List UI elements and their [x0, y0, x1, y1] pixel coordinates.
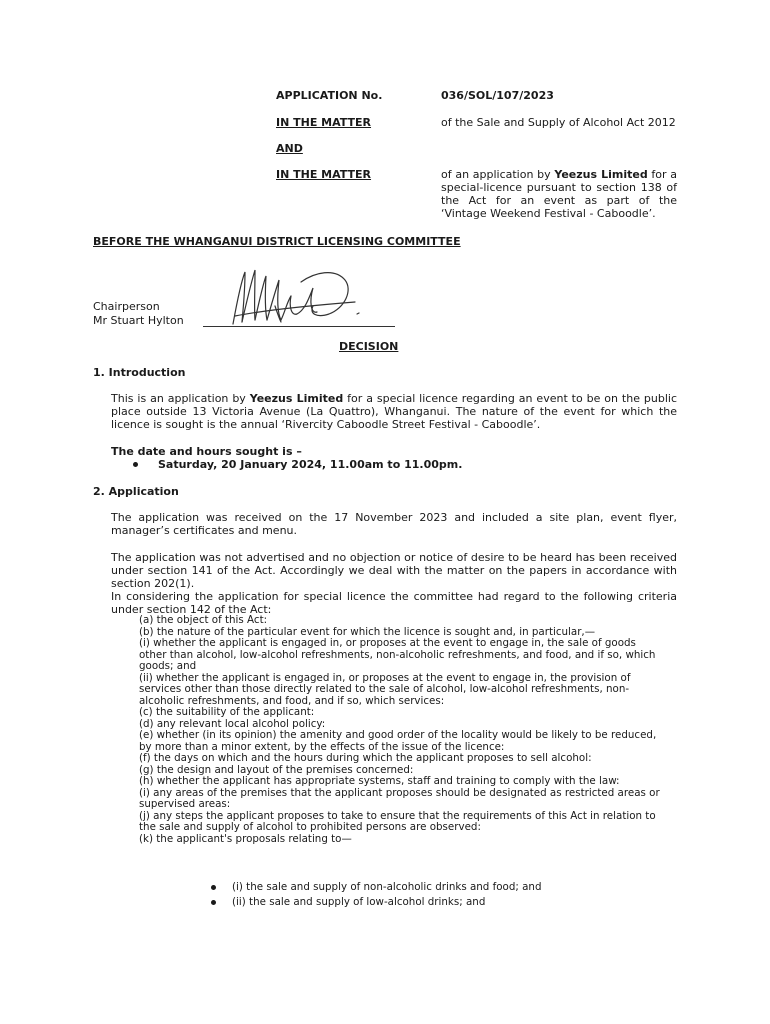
bullet-icon: [133, 462, 138, 467]
criteria-line: services other than those directly related to the sale of alcohol, low-alcohol refreshments, non-: [139, 683, 630, 695]
chair-role: Chairperson: [93, 300, 160, 313]
sub-bullet-text: (i) the sale and supply of non-alcoholic drinks and food; and: [232, 881, 542, 893]
criteria-line: (ii) whether the applicant is engaged in, or proposes at the event to engage in, the provision of: [139, 671, 631, 684]
matter-text-2: [441, 168, 677, 220]
application-number: 036/SOL/107/2023: [441, 89, 554, 102]
signature-image: [205, 262, 385, 332]
matter-label-2: IN THE MATTER: [276, 168, 372, 181]
committee-heading: BEFORE THE WHANGANUI DISTRICT LICENSING COMMITTEE: [93, 235, 461, 248]
bullet-icon: [211, 885, 216, 890]
criteria-line: (h) whether the applicant has appropriate systems, staff and training to comply with the law:: [139, 775, 620, 787]
application-paragraph-3: In considering the application for special licence the committee had regard to the following criteria under section 142 of the Act:: [111, 590, 677, 616]
criteria-line: (k) the applicant's proposals relating to—: [139, 832, 352, 845]
criteria-line: other than alcohol, low-alcohol refreshments, non-alcoholic refreshments, and food, and if so, which: [139, 648, 656, 661]
sub-bullet-text: (ii) the sale and supply of low-alcohol drinks; and: [232, 896, 486, 908]
criteria-line: by more than a minor extent, by the effects of the issue of the licence:: [139, 740, 505, 753]
criteria-list: [139, 615, 660, 845]
criteria-line: (f) the days on which and the hours during which the applicant proposes to sell alcohol:: [139, 752, 592, 764]
criteria-line: (g) the design and layout of the premises concerned:: [139, 763, 414, 776]
matter-text-2-pre: of an application by: [441, 168, 555, 181]
signature-line: [203, 326, 395, 327]
intro-company: Yeezus Limited: [249, 392, 344, 405]
intro-text-pre: This is an application by: [111, 392, 250, 405]
criteria-line: (j) any steps the applicant proposes to take to ensure that the requirements of this Act in relation to: [139, 809, 656, 822]
criteria-line: goods; and: [139, 660, 197, 672]
decision-title: DECISION: [339, 340, 399, 353]
matter-company: Yeezus Limited: [554, 168, 648, 181]
section-application-heading: 2. Application: [93, 485, 179, 498]
intro-text-post: for a special licence regarding an event to be on the public place outside 13 Victoria Avenue (La Quattro), Whanganui. The nature of the event for which the licence is sought is the annual ‘Rivercity Caboodle Street Festival - Caboodle’.: [111, 392, 677, 431]
criteria-line: (i) any areas of the premises that the applicant proposes should be designated as restricted areas or: [139, 786, 660, 799]
matter-text-1: of the Sale and Supply of Alcohol Act 2012: [441, 116, 676, 129]
criteria-line: the sale and supply of alcohol to prohibited persons are observed:: [139, 821, 481, 833]
criteria-line: (a) the object of this Act:: [139, 614, 268, 626]
and-label: AND: [276, 142, 303, 155]
application-paragraph-2: The application was not advertised and no objection or notice of desire to be heard has been received under section 141 of the Act. Accordingly we deal with the matter on the papers in accordance with section 202(1).: [111, 551, 677, 590]
date-item-text: Saturday, 20 January 2024, 11.00am to 11.00pm.: [158, 458, 463, 471]
criteria-line: (b) the nature of the particular event for which the licence is sought and, in particular,—: [139, 625, 596, 638]
criteria-line: supervised areas:: [139, 798, 231, 810]
matter-label-1: IN THE MATTER: [276, 116, 372, 129]
application-number-label: APPLICATION No.: [276, 89, 383, 102]
sub-bullet-item: [211, 881, 541, 894]
matter-text-2-post: for a special-licence pursuant to section 138 of the Act for an event as part of the ‘Vintage Weekend Festival - Caboodle’.: [441, 168, 678, 220]
criteria-line: (e) whether (in its opinion) the amenity and good order of the locality would be likely to be reduced,: [139, 729, 657, 741]
criteria-line: (i) whether the applicant is engaged in, or proposes at the event to engage in, the sale of goods: [139, 637, 636, 649]
date-heading: The date and hours sought is –: [111, 445, 302, 458]
chair-name: Mr Stuart Hylton: [93, 314, 184, 327]
criteria-line: alcoholic refreshments, and food, and if so, which services:: [139, 694, 445, 707]
introduction-paragraph: [111, 392, 677, 431]
date-item: [133, 458, 462, 471]
application-paragraph-1: The application was received on the 17 November 2023 and included a site plan, event flyer, manager’s certificates and menu.: [111, 511, 677, 537]
criteria-line: (d) any relevant local alcohol policy:: [139, 717, 326, 730]
criteria-line: (c) the suitability of the applicant:: [139, 706, 315, 718]
section-introduction-heading: 1. Introduction: [93, 366, 186, 379]
sub-bullet-item: [211, 896, 485, 909]
bullet-icon: [211, 900, 216, 905]
